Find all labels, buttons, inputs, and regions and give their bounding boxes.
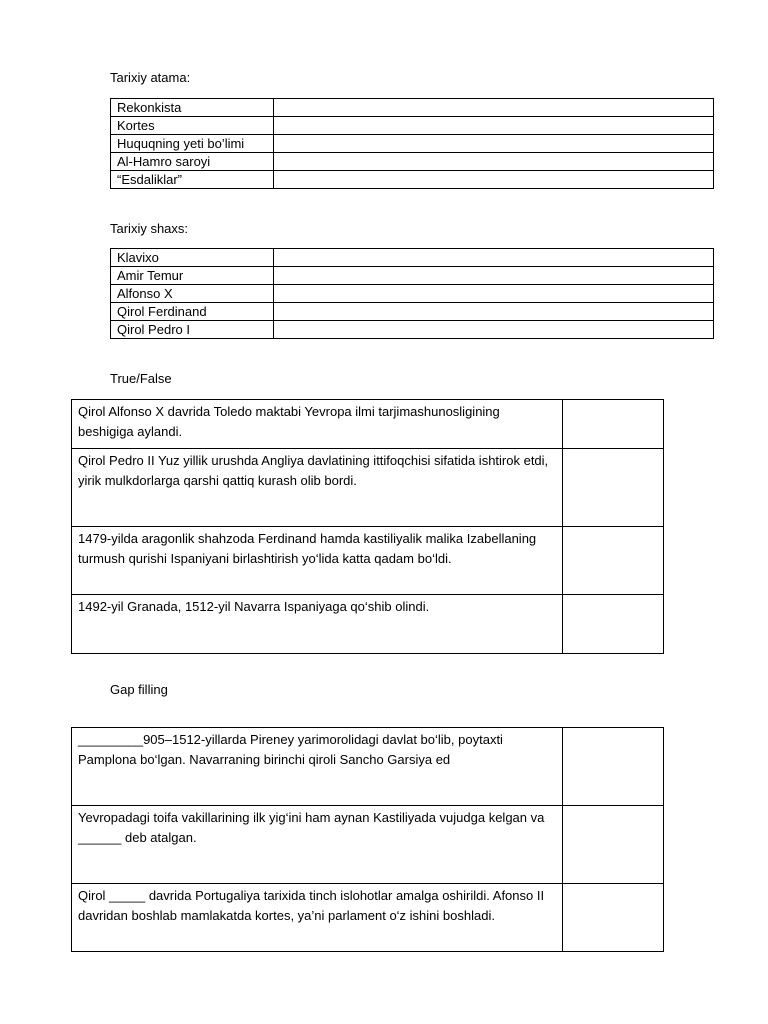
persons-table (110, 248, 714, 339)
answer-cell[interactable] (563, 728, 664, 806)
table-row (111, 117, 714, 135)
terms-heading: Tarixiy atama: (110, 70, 191, 85)
statement-text: Qirol Pedro II Yuz yillik urushda Angliya davlatining ittifoqchisi sifatida ishtirok etdi, yirik mulkdorlarga qarshi qattiq kurash olib bordi. (72, 449, 563, 527)
answer-cell[interactable] (563, 527, 664, 595)
statement-text: 1492-yil Granada, 1512-yil Navarra Ispaniyaga qo‘shib olindi. (72, 595, 563, 654)
table-row (111, 267, 714, 285)
terms-table (110, 98, 714, 189)
table-row (111, 321, 714, 339)
answer-cell[interactable] (274, 267, 714, 285)
term-label: Kortes (111, 117, 274, 135)
person-label: Alfonso X (111, 285, 274, 303)
person-label: Klavixo (111, 249, 274, 267)
gap-filling-table (71, 727, 664, 952)
answer-cell[interactable] (563, 400, 664, 449)
statement-text: 1479-yilda aragonlik shahzoda Ferdinand hamda kastiliyalik malika Izabellaning turmush qurishi Ispaniyani birlashtirish yo‘lida katta qadam bo‘ldi. (72, 527, 563, 595)
true-false-table (71, 399, 664, 654)
table-row (72, 728, 664, 806)
term-label: “Esdaliklar” (111, 171, 274, 189)
answer-cell[interactable] (274, 321, 714, 339)
answer-cell[interactable] (274, 117, 714, 135)
gap-sentence: Qirol _____ davrida Portugaliya tarixida tinch islohotlar amalga oshirildi. Afonso II davridan boshlab mamlakatda kortes, ya’ni parlament o‘z ishini boshladi. (72, 884, 563, 952)
table-row (111, 135, 714, 153)
table-row (72, 806, 664, 884)
answer-cell[interactable] (274, 285, 714, 303)
table-row (72, 884, 664, 952)
term-label: Huquqning yeti bo’limi (111, 135, 274, 153)
answer-cell[interactable] (274, 153, 714, 171)
persons-heading: Tarixiy shaxs: (110, 221, 189, 236)
term-label: Rekonkista (111, 99, 274, 117)
answer-cell[interactable] (274, 303, 714, 321)
answer-cell[interactable] (274, 171, 714, 189)
table-row (72, 400, 664, 449)
table-row (111, 285, 714, 303)
table-row (72, 527, 664, 595)
person-label: Amir Temur (111, 267, 274, 285)
term-label: Al-Hamro saroyi (111, 153, 274, 171)
answer-cell[interactable] (274, 249, 714, 267)
gap-filling-heading: Gap filling (110, 682, 168, 697)
table-row (111, 171, 714, 189)
table-row (111, 249, 714, 267)
table-row (111, 99, 714, 117)
table-row (111, 303, 714, 321)
answer-cell[interactable] (563, 595, 664, 654)
gap-sentence: Yevropadagi toifa vakillarining ilk yig‘ini ham aynan Kastiliyada vujudga kelgan va ______ deb atalgan. (72, 806, 563, 884)
answer-cell[interactable] (274, 135, 714, 153)
person-label: Qirol Ferdinand (111, 303, 274, 321)
table-row (111, 153, 714, 171)
answer-cell[interactable] (563, 449, 664, 527)
table-row (72, 595, 664, 654)
gap-sentence: _________905–1512-yillarda Pireney yarimorolidagi davlat bo‘lib, poytaxti Pamplona bo‘lgan. Navarraning birinchi qiroli Sancho Garsiya ed (72, 728, 563, 806)
answer-cell[interactable] (274, 99, 714, 117)
answer-cell[interactable] (563, 806, 664, 884)
answer-cell[interactable] (563, 884, 664, 952)
person-label: Qirol Pedro I (111, 321, 274, 339)
true-false-heading: True/False (110, 371, 172, 386)
statement-text: Qirol Alfonso X davrida Toledo maktabi Yevropa ilmi tarjimashunosligining beshigiga aylandi. (72, 400, 563, 449)
table-row (72, 449, 664, 527)
